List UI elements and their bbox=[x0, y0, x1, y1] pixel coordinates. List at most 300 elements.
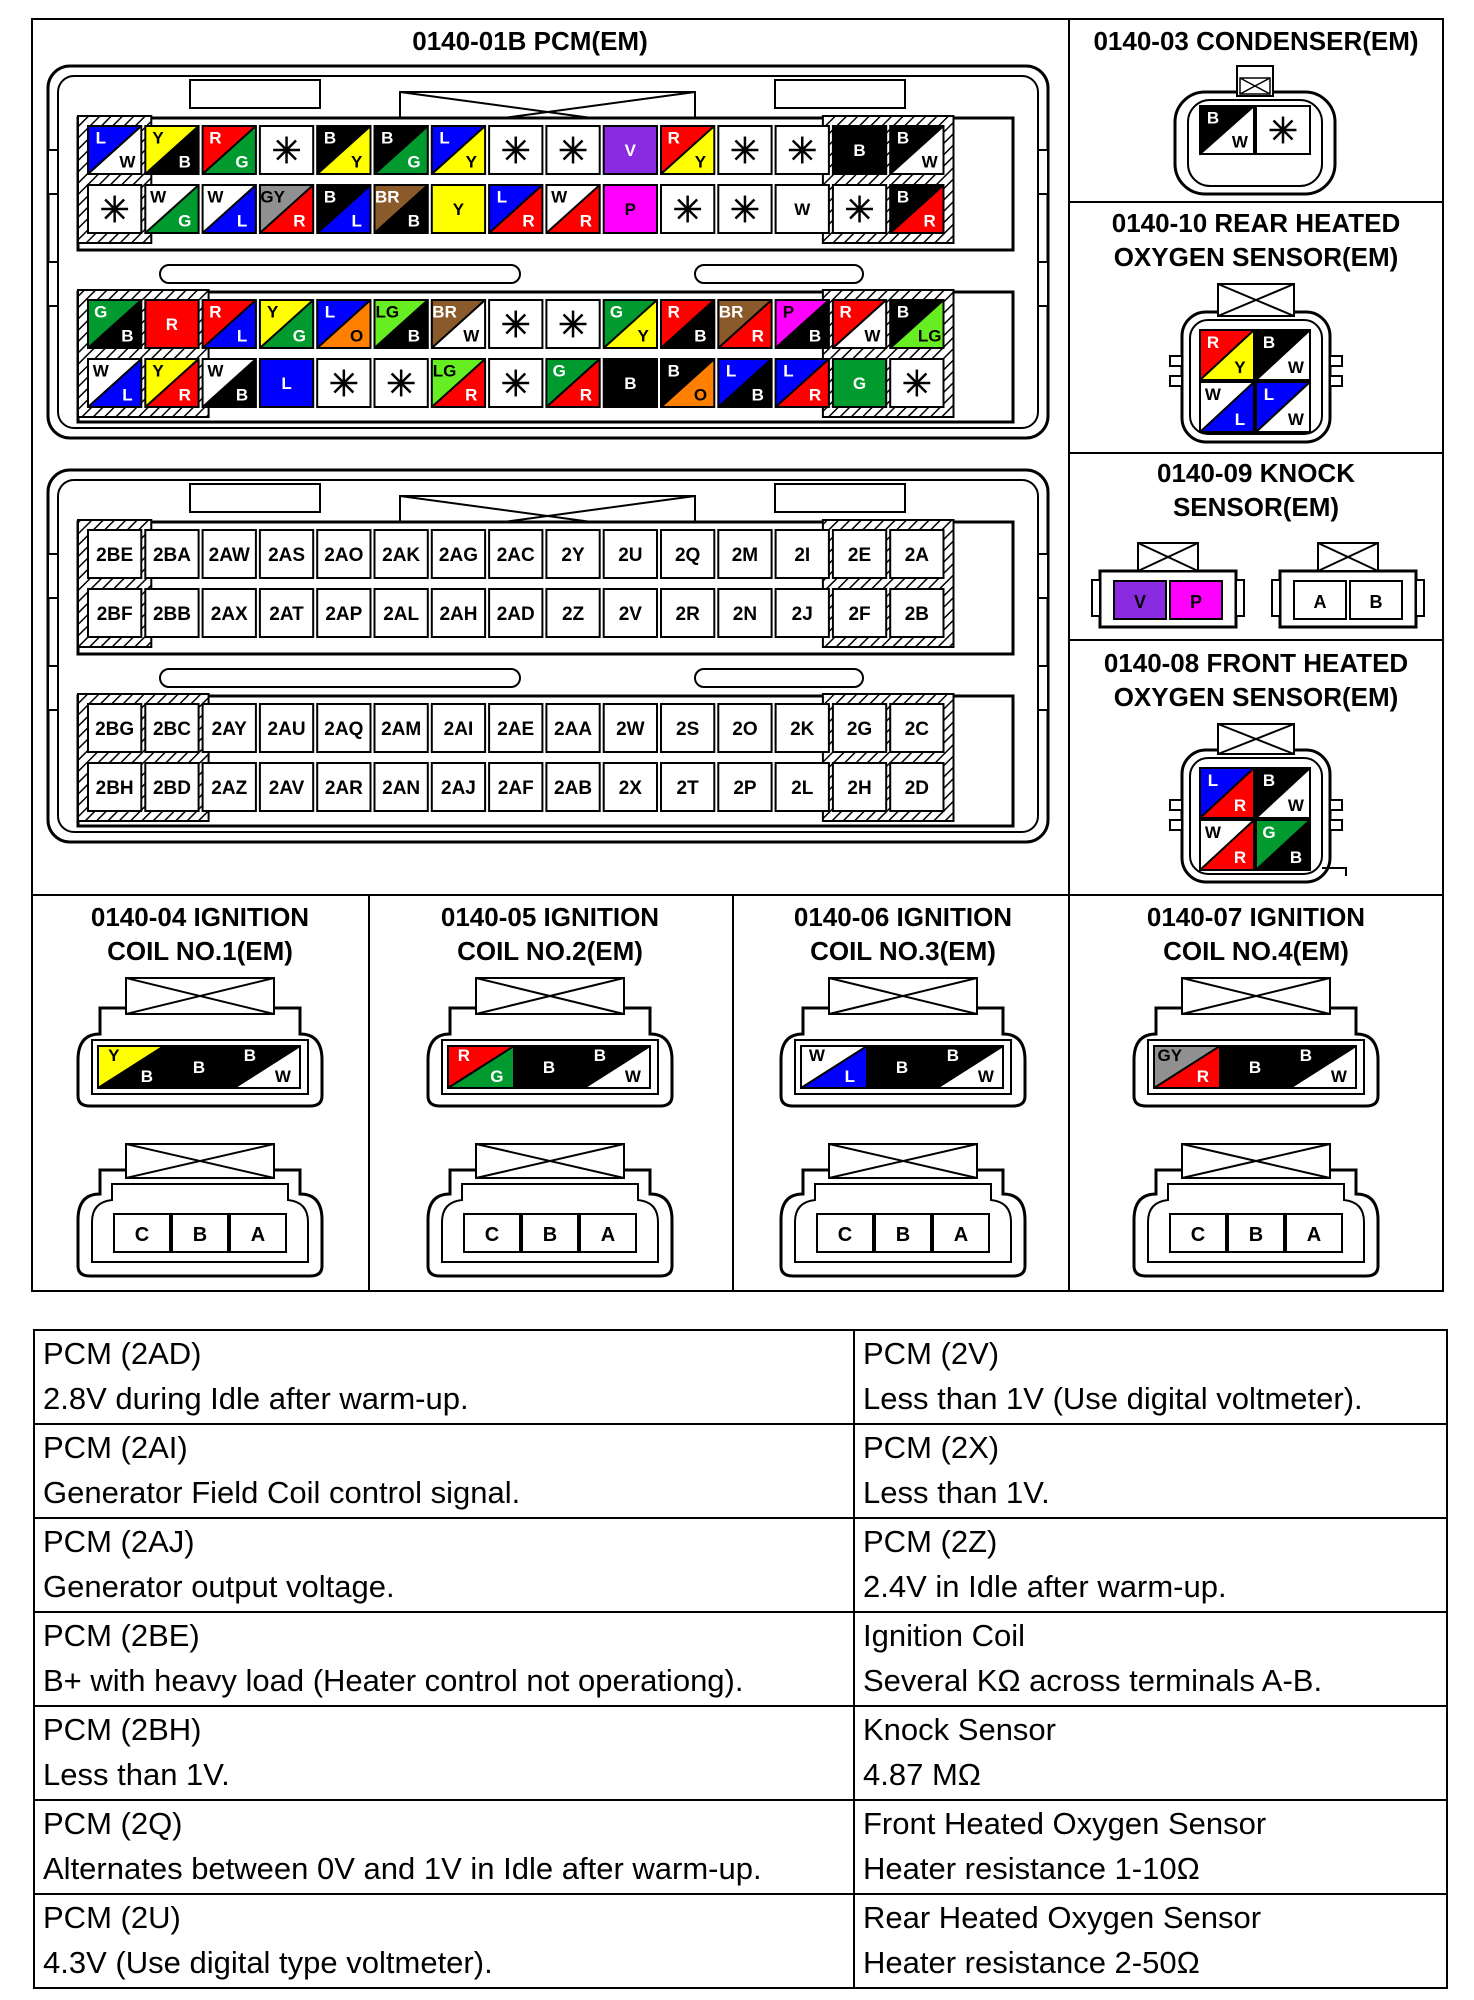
wire-color-label: B bbox=[323, 187, 337, 207]
pin-cell bbox=[375, 589, 428, 637]
cell-value: Several KΩ across terminals A-B. bbox=[863, 1663, 1323, 1698]
wire-cell bbox=[584, 1046, 650, 1088]
wire-color-label: R bbox=[522, 211, 535, 231]
wire-cell bbox=[1200, 106, 1254, 154]
knock-pin-b: B bbox=[1369, 592, 1383, 612]
pin-label: 2AN bbox=[382, 778, 421, 799]
pcm-pin-connector bbox=[48, 470, 1048, 842]
table-cell bbox=[854, 1706, 1447, 1800]
wire-color-label: R bbox=[209, 302, 222, 322]
cell-value: 2.8V during Idle after warm-up. bbox=[43, 1381, 469, 1416]
pin-cell bbox=[145, 589, 198, 637]
wire-cell bbox=[661, 126, 714, 174]
table-cell bbox=[34, 1330, 854, 1424]
wire-color-label: B bbox=[192, 1058, 206, 1078]
wire-color-label: B bbox=[751, 385, 764, 405]
pin-cell bbox=[489, 530, 542, 578]
wire-cell bbox=[937, 1046, 1003, 1088]
pin-label: 2AD bbox=[496, 604, 535, 625]
wire-cell bbox=[833, 300, 886, 348]
coil-pin-label: A bbox=[1306, 1224, 1322, 1246]
table-row bbox=[34, 1800, 1447, 1894]
wire-color-label: G bbox=[178, 211, 192, 231]
wire-color-label: B bbox=[896, 128, 910, 148]
wire-color-label: L bbox=[1207, 771, 1219, 790]
wire-cell bbox=[1256, 820, 1310, 870]
wire-color-label: BR bbox=[432, 302, 457, 322]
pin-cell bbox=[203, 530, 256, 578]
wire-color-label: Y bbox=[350, 152, 363, 172]
front-o2-title-2: OXYGEN SENSOR(EM) bbox=[1113, 682, 1399, 712]
wire-color-label: B bbox=[1289, 848, 1303, 867]
pin-label: 2AK bbox=[382, 545, 421, 566]
wire-color-label: W bbox=[207, 187, 224, 207]
cell-heading: PCM (2Q) bbox=[43, 1806, 183, 1841]
pin-cell bbox=[718, 589, 771, 637]
wire-cell bbox=[489, 300, 542, 348]
wire-cell bbox=[833, 359, 886, 407]
pin-cell bbox=[776, 763, 829, 811]
wire-color-label: W bbox=[864, 326, 881, 346]
coil-pin-label: C bbox=[134, 1224, 150, 1246]
wire-color-label: G bbox=[292, 326, 306, 346]
pin-label: 2BE bbox=[96, 545, 134, 566]
pin-label: 2AX bbox=[210, 604, 248, 625]
pin-cell bbox=[375, 763, 428, 811]
unused-terminal-icon bbox=[502, 370, 529, 397]
cell-value: Less than 1V (Use digital voltmeter). bbox=[863, 1381, 1363, 1416]
pin-label: 2BB bbox=[152, 604, 191, 625]
ignition-coil-panel bbox=[781, 902, 1025, 1276]
coil-pin-connector bbox=[78, 1144, 322, 1276]
cell-heading: PCM (2V) bbox=[863, 1336, 1000, 1371]
condenser-connector bbox=[1175, 66, 1335, 194]
unused-terminal-icon bbox=[560, 311, 587, 338]
pin-cell bbox=[432, 589, 485, 637]
wire-cell bbox=[516, 1046, 582, 1088]
wire-color-label: R bbox=[667, 302, 680, 322]
coil-pin-label: A bbox=[250, 1224, 266, 1246]
wire-color-label: R bbox=[178, 385, 191, 405]
pin-label: 2AU bbox=[267, 719, 306, 740]
wire-color-label: R bbox=[1206, 333, 1220, 352]
wire-color-label: W bbox=[1204, 385, 1221, 404]
knock-pin-connector bbox=[1272, 543, 1424, 627]
wire-color-label: L bbox=[236, 211, 248, 231]
pin-cell bbox=[604, 704, 657, 752]
wire-cell bbox=[718, 300, 771, 348]
pin-label: 2N bbox=[732, 604, 758, 625]
wire-color-label: B bbox=[896, 187, 910, 207]
wire-color-label: L bbox=[1234, 410, 1246, 429]
wire-cell bbox=[718, 185, 771, 233]
pin-cell bbox=[890, 704, 943, 752]
cell-value: 4.3V (Use digital type voltmeter). bbox=[43, 1945, 493, 1980]
pin-cell bbox=[890, 589, 943, 637]
pin-label: 2V bbox=[618, 604, 642, 625]
pin-label: 2O bbox=[732, 719, 758, 740]
pin-cell bbox=[890, 763, 943, 811]
unused-terminal-icon bbox=[789, 137, 816, 164]
coil-title-1: 0140-05 IGNITION bbox=[440, 902, 660, 932]
table-cell bbox=[34, 1424, 854, 1518]
wire-cell bbox=[890, 185, 943, 233]
pin-label: 2AJ bbox=[441, 778, 476, 799]
table-cell bbox=[34, 1894, 854, 1988]
wire-cell bbox=[260, 300, 313, 348]
wire-cell bbox=[661, 300, 714, 348]
cell-heading: PCM (2AD) bbox=[43, 1336, 202, 1371]
pin-label: 2AC bbox=[496, 545, 535, 566]
table-cell bbox=[34, 1706, 854, 1800]
wire-color-label: Y bbox=[465, 152, 477, 172]
coil-pin-label: B bbox=[1248, 1224, 1264, 1246]
wire-color-label: G bbox=[94, 302, 108, 322]
cell-heading: Ignition Coil bbox=[863, 1618, 1025, 1653]
wire-cell bbox=[661, 359, 714, 407]
pin-cell bbox=[375, 530, 428, 578]
table-cell bbox=[854, 1330, 1447, 1424]
wire-color-label: W bbox=[92, 361, 109, 381]
wire-cell bbox=[88, 300, 141, 348]
pin-cell bbox=[661, 530, 714, 578]
wire-color-label: W bbox=[808, 1046, 825, 1066]
wire-color-label: B bbox=[667, 361, 680, 381]
pin-label: 2AY bbox=[211, 719, 247, 740]
pin-cell bbox=[718, 763, 771, 811]
pin-cell bbox=[489, 589, 542, 637]
wire-color-label: B bbox=[1262, 771, 1276, 790]
pin-label: 2X bbox=[618, 778, 642, 799]
wire-cell bbox=[1200, 820, 1254, 870]
wire-cell bbox=[98, 1046, 164, 1088]
pin-cell bbox=[145, 530, 198, 578]
table-cell bbox=[854, 1424, 1447, 1518]
pin-cell bbox=[604, 530, 657, 578]
wire-cell bbox=[489, 185, 542, 233]
wire-cell bbox=[375, 185, 428, 233]
pin-label: 2P bbox=[733, 778, 757, 799]
pin-cell bbox=[88, 589, 141, 637]
wire-color-label: P bbox=[782, 302, 795, 322]
wire-cell bbox=[1222, 1046, 1288, 1088]
knock-wire-b-label: P bbox=[1189, 592, 1203, 612]
pin-cell bbox=[317, 589, 370, 637]
wire-color-label: W bbox=[624, 1067, 641, 1087]
wire-cell bbox=[145, 300, 198, 348]
wire-color-label: L bbox=[439, 128, 450, 148]
pin-cell bbox=[489, 763, 542, 811]
cell-value: B+ with heavy load (Heater control not operationg). bbox=[43, 1663, 744, 1698]
wire-cell bbox=[203, 300, 256, 348]
wire-color-label: Y bbox=[152, 128, 164, 148]
pin-label: 2AH bbox=[439, 604, 478, 625]
wire-color-label: G bbox=[852, 374, 867, 394]
wire-color-label: B bbox=[1206, 108, 1220, 128]
pin-label: 2AP bbox=[325, 604, 363, 625]
pin-cell bbox=[203, 763, 256, 811]
unused-terminal-icon bbox=[674, 196, 701, 223]
wire-color-label: R bbox=[839, 302, 852, 322]
coil-pin-label: C bbox=[484, 1224, 500, 1246]
wire-color-label: B bbox=[323, 128, 337, 148]
table-cell bbox=[34, 1518, 854, 1612]
pin-label: 2A bbox=[904, 545, 929, 566]
wire-color-label: W bbox=[1231, 132, 1248, 152]
pin-label: 2M bbox=[731, 545, 759, 566]
wire-color-label: W bbox=[463, 326, 480, 346]
coil-title-1: 0140-04 IGNITION bbox=[90, 902, 310, 932]
pin-label: 2Q bbox=[674, 545, 701, 566]
table-cell bbox=[854, 1800, 1447, 1894]
wire-cell bbox=[546, 359, 599, 407]
wire-color-label: L bbox=[496, 187, 508, 207]
rear-o2-title-1: 0140-10 REAR HEATED bbox=[1111, 208, 1401, 238]
wire-color-label: L bbox=[1263, 385, 1275, 404]
coil-wire-connector bbox=[781, 978, 1025, 1106]
wire-color-label: Y bbox=[152, 361, 164, 381]
rear-o2-connector bbox=[1170, 284, 1342, 442]
wire-color-label: B bbox=[1262, 333, 1276, 352]
pin-cell bbox=[604, 763, 657, 811]
pin-cell bbox=[317, 763, 370, 811]
wire-color-label: R bbox=[465, 385, 478, 405]
wire-color-label: W bbox=[1287, 358, 1304, 377]
pin-label: 2AR bbox=[324, 778, 363, 799]
wire-cell bbox=[448, 1046, 514, 1088]
wire-cell bbox=[890, 359, 943, 407]
wire-cell bbox=[1256, 106, 1310, 154]
pin-label: 2AS bbox=[268, 545, 306, 566]
coil-title-2: COIL NO.2(EM) bbox=[457, 936, 643, 966]
table-cell bbox=[854, 1518, 1447, 1612]
coil-pin-label: A bbox=[600, 1224, 616, 1246]
wire-cell bbox=[661, 185, 714, 233]
unused-terminal-icon bbox=[502, 137, 529, 164]
pin-label: 2AW bbox=[208, 545, 250, 566]
wire-color-label: R bbox=[293, 211, 306, 231]
wire-cell bbox=[776, 185, 829, 233]
pin-label: 2AT bbox=[269, 604, 304, 625]
coil-pin-connector bbox=[428, 1144, 672, 1276]
table-row bbox=[34, 1706, 1447, 1800]
cell-heading: PCM (2AI) bbox=[43, 1430, 188, 1465]
cell-value: Heater resistance 2-50Ω bbox=[863, 1945, 1200, 1980]
wire-cell bbox=[776, 126, 829, 174]
wire-cell bbox=[546, 185, 599, 233]
pin-cell bbox=[260, 589, 313, 637]
wire-cell bbox=[166, 1046, 232, 1088]
condenser-title: 0140-03 CONDENSER(EM) bbox=[1093, 26, 1419, 56]
wire-cell bbox=[604, 185, 657, 233]
coil-pin-label: B bbox=[192, 1224, 208, 1246]
rear-o2-title-2: OXYGEN SENSOR(EM) bbox=[1113, 242, 1399, 272]
pin-label: 2C bbox=[904, 719, 929, 740]
wire-color-label: LG bbox=[432, 361, 457, 381]
wire-color-label: W bbox=[921, 152, 938, 172]
unused-terminal-icon bbox=[846, 196, 873, 223]
wire-color-label: B bbox=[853, 141, 866, 161]
wire-color-label: B bbox=[381, 128, 394, 148]
pin-label: 2AI bbox=[443, 719, 474, 740]
table-row bbox=[34, 1330, 1447, 1424]
wire-cell bbox=[375, 126, 428, 174]
wire-color-label: W bbox=[207, 361, 224, 381]
wire-cell bbox=[317, 359, 370, 407]
table-row bbox=[34, 1894, 1447, 1988]
pin-cell bbox=[661, 763, 714, 811]
pin-label: 2BA bbox=[152, 545, 191, 566]
wire-color-label: R bbox=[667, 128, 680, 148]
pin-label: 2U bbox=[618, 545, 643, 566]
cell-heading: PCM (2BH) bbox=[43, 1712, 202, 1747]
coil-title-2: COIL NO.4(EM) bbox=[1163, 936, 1349, 966]
wire-color-label: W bbox=[274, 1067, 291, 1087]
wire-color-label: B bbox=[235, 385, 249, 405]
wire-color-label: B bbox=[1299, 1046, 1312, 1066]
wire-color-label: B bbox=[624, 374, 637, 394]
wire-cell bbox=[833, 126, 886, 174]
pin-label: 2AE bbox=[497, 719, 535, 740]
wire-cell bbox=[801, 1046, 867, 1088]
coil-pin-label: B bbox=[542, 1224, 558, 1246]
pin-cell bbox=[661, 704, 714, 752]
pin-cell bbox=[718, 704, 771, 752]
wire-color-label: R bbox=[1196, 1067, 1209, 1087]
pin-cell bbox=[833, 763, 886, 811]
pcm-wire-connector bbox=[48, 66, 1048, 438]
front-o2-title-1: 0140-08 FRONT HEATED bbox=[1103, 648, 1409, 678]
coil-pin-label: C bbox=[837, 1224, 853, 1246]
wire-color-label: BR bbox=[375, 187, 400, 207]
pin-label: 2AB bbox=[554, 778, 593, 799]
wire-color-label: G bbox=[235, 152, 249, 172]
wire-cell bbox=[546, 126, 599, 174]
wire-color-label: B bbox=[896, 302, 910, 322]
pin-cell bbox=[260, 763, 313, 811]
knock-pin-a: A bbox=[1313, 592, 1327, 612]
pin-cell bbox=[546, 704, 599, 752]
wire-color-label: R bbox=[923, 211, 936, 231]
cell-value: 2.4V in Idle after warm-up. bbox=[863, 1569, 1227, 1604]
wire-color-label: L bbox=[236, 326, 248, 346]
wire-color-label: W bbox=[551, 187, 568, 207]
wire-color-label: L bbox=[122, 385, 133, 405]
wire-color-label: R bbox=[165, 315, 179, 335]
wire-cell bbox=[145, 126, 198, 174]
wire-cell bbox=[776, 359, 829, 407]
pin-cell bbox=[203, 704, 256, 752]
wire-cell bbox=[145, 359, 198, 407]
wire-cell bbox=[145, 185, 198, 233]
wire-color-label: G bbox=[1262, 823, 1276, 842]
pin-label: 2AO bbox=[324, 545, 364, 566]
wire-color-label: R bbox=[751, 326, 764, 346]
wire-color-label: GY bbox=[260, 187, 285, 207]
wire-cell bbox=[718, 126, 771, 174]
pin-cell bbox=[88, 704, 141, 752]
coil-pin-label: A bbox=[953, 1224, 969, 1246]
table-row bbox=[34, 1424, 1447, 1518]
wire-cell bbox=[890, 126, 943, 174]
unused-terminal-icon bbox=[101, 196, 128, 223]
pin-label: 2Y bbox=[561, 545, 585, 566]
wire-color-label: L bbox=[281, 374, 292, 394]
pin-cell bbox=[661, 589, 714, 637]
wire-color-label: G bbox=[490, 1067, 504, 1087]
coil-title-2: COIL NO.3(EM) bbox=[810, 936, 996, 966]
wire-color-label: B bbox=[407, 326, 421, 346]
wire-color-label: Y bbox=[267, 302, 279, 322]
wire-color-label: W bbox=[977, 1067, 994, 1087]
wire-cell bbox=[546, 300, 599, 348]
unused-terminal-icon bbox=[330, 370, 357, 397]
wire-color-label: W bbox=[1287, 410, 1304, 429]
pin-cell bbox=[546, 763, 599, 811]
wire-color-label: O bbox=[693, 385, 708, 405]
wire-cell bbox=[375, 359, 428, 407]
wire-color-label: BR bbox=[718, 302, 744, 322]
pin-label: 2AZ bbox=[211, 778, 248, 799]
wire-cell bbox=[432, 126, 485, 174]
pin-label: 2AA bbox=[554, 719, 593, 740]
ignition-coil-panel bbox=[1134, 902, 1378, 1276]
wire-color-label: W bbox=[1204, 823, 1221, 842]
cell-heading: PCM (2X) bbox=[863, 1430, 1000, 1465]
pin-label: 2AM bbox=[381, 719, 422, 740]
cell-value: 4.87 MΩ bbox=[863, 1757, 981, 1792]
unused-terminal-icon bbox=[502, 311, 529, 338]
coil-wire-connector bbox=[1134, 978, 1378, 1106]
pin-label: 2H bbox=[847, 778, 872, 799]
wire-color-label: R bbox=[1233, 848, 1247, 867]
pin-label: 2BH bbox=[95, 778, 134, 799]
coil-wire-connector bbox=[78, 978, 322, 1106]
measurement-table bbox=[33, 1329, 1448, 1989]
wire-color-label: Y bbox=[694, 152, 707, 172]
cell-heading: PCM (2AJ) bbox=[43, 1524, 195, 1559]
wire-cell bbox=[1200, 768, 1254, 818]
wire-color-label: B bbox=[407, 211, 421, 231]
pin-label: 2BD bbox=[152, 778, 191, 799]
pin-cell bbox=[546, 589, 599, 637]
wire-color-label: B bbox=[895, 1058, 909, 1078]
wire-color-label: R bbox=[1233, 796, 1247, 815]
wire-cell bbox=[203, 359, 256, 407]
pin-cell bbox=[88, 763, 141, 811]
coil-title-1: 0140-06 IGNITION bbox=[793, 902, 1013, 932]
wire-cell bbox=[718, 359, 771, 407]
wire-cell bbox=[88, 359, 141, 407]
table-cell bbox=[34, 1612, 854, 1706]
wire-cell bbox=[260, 359, 313, 407]
unused-terminal-icon bbox=[1270, 117, 1297, 144]
wire-cell bbox=[432, 185, 485, 233]
cell-heading: PCM (2Z) bbox=[863, 1524, 998, 1559]
cell-value: Heater resistance 1-10Ω bbox=[863, 1851, 1200, 1886]
pin-cell bbox=[776, 530, 829, 578]
wire-color-label: L bbox=[95, 128, 106, 148]
wire-color-label: R bbox=[579, 211, 592, 231]
wire-cell bbox=[604, 359, 657, 407]
wire-color-label: V bbox=[624, 141, 637, 161]
wire-cell bbox=[432, 300, 485, 348]
wire-color-label: Y bbox=[1234, 358, 1246, 377]
wire-color-label: R bbox=[808, 385, 822, 405]
wire-color-label: O bbox=[350, 326, 364, 346]
wire-color-label: R bbox=[457, 1046, 470, 1066]
wire-color-label: LG bbox=[375, 302, 400, 322]
